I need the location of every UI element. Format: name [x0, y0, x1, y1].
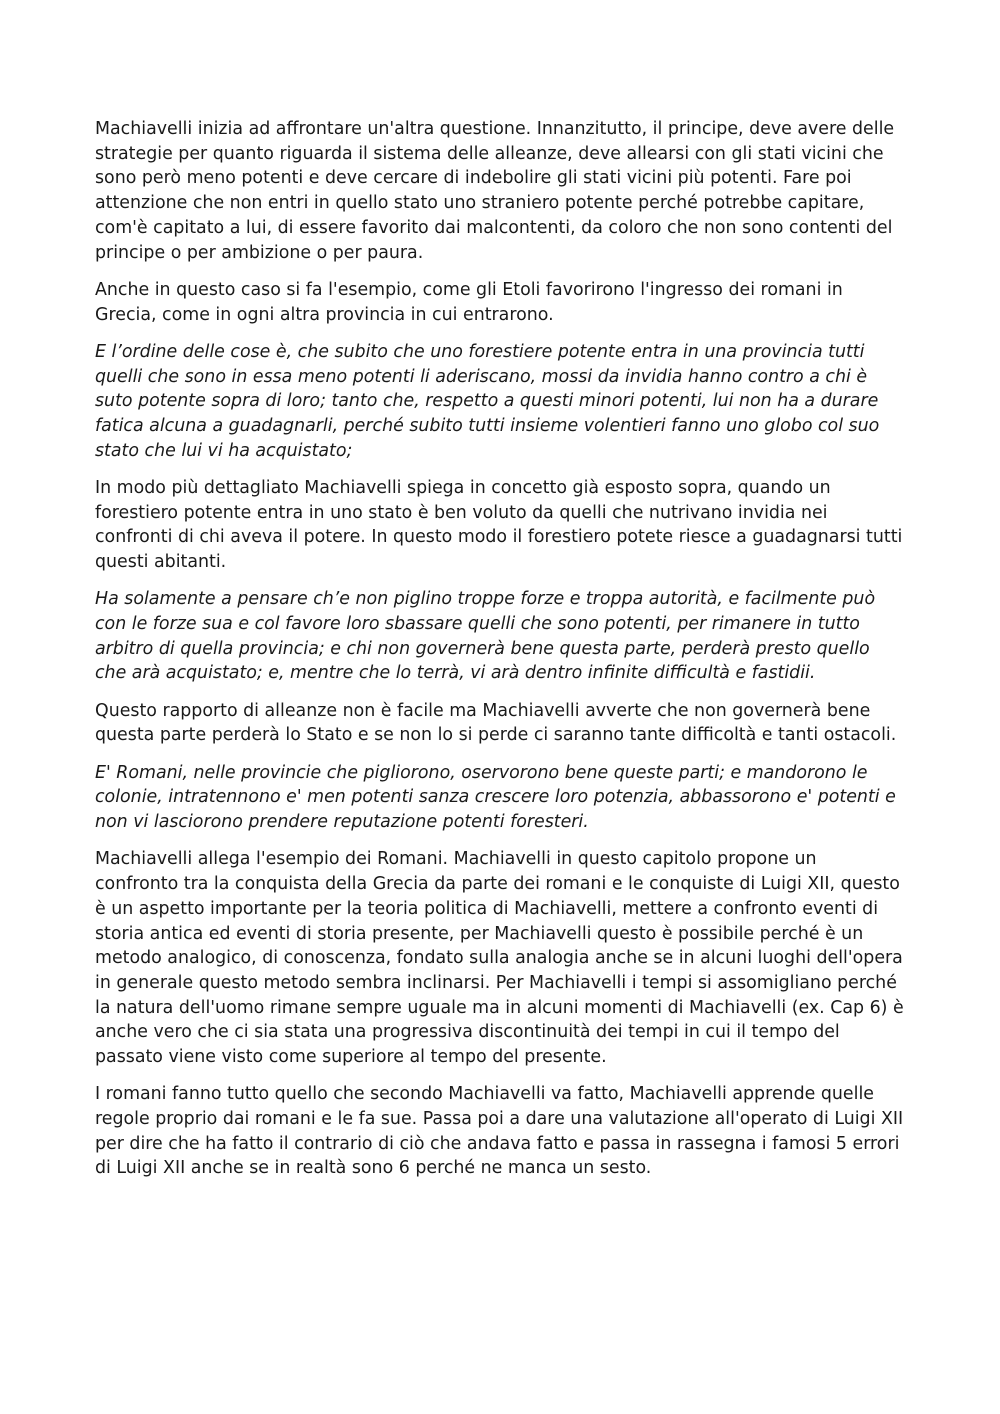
document-page [95, 117, 905, 1194]
paragraph-forestiero-explanation: In modo più dettagliato Machiavelli spiega in concetto già esposto sopra, quando un forestiero potente entra in uno stato è ben voluto da quelli che nutrivano invidia nei confronti di chi aveva il potere. In questo modo il forestiero potete riesce a guadagnarsi tutti questi abitanti. [95, 477, 903, 573]
paragraph-rapporto-alleanze: Questo rapporto di alleanze non è facile ma Machiavelli avverte che non governerà bene questa parte perderà lo Stato e se non lo si perde ci saranno tante difficoltà e tanti ostacoli. [95, 700, 897, 746]
paragraph-etoli-example: Anche in questo caso si fa l'esempio, come gli Etoli favorirono l'ingresso dei romani in Grecia, come in ogni altra provincia in cui entrarono. [95, 279, 843, 325]
paragraph-intro-alliances: Machiavelli inizia ad affrontare un'altra questione. Innanzitutto, il principe, deve avere delle strategie per quanto riguarda il sistema delle alleanze, deve allearsi con gli stati vicini che sono però meno potenti e deve cercare di indebolire gli stati vicini più potenti. Fare poi attenzione che non entri in quello stato uno straniero potente perché potrebbe capitare, com'è capitato a lui, di essere favorito dai malcontenti, da coloro che non sono contenti del principe o per ambizione o per paura. [95, 119, 895, 263]
quote-solamente-a-pensare: Ha solamente a pensare ch’e non piglino troppe forze e troppa autorità, e facilmente può con le forze sua e col favore loro sbassare quelli che sono potenti, per rimanere in tutto arbitro di quella provincia; e chi non governerà bene questa parte, perderà presto quello che arà acquistato; e, mentre che lo terrà, vi arà dentro infinite difficultà e fastidii. [95, 589, 876, 684]
quote-ordine-delle-cose: E l’ordine delle cose è, che subito che uno forestiere potente entra in una provincia tutti quelli che sono in essa meno potenti li aderiscano, mossi da invidia hanno contro a chi è suto potente sopra di loro; tanto che, respetto a questi minori potenti, lui non ha a durare fatica alcuna a guadagnarli, perché subito tutti insieme volentieri fanno uno globo col suo stato che lui vi ha acquistato; [95, 341, 880, 461]
paragraph-errori-luigi-xii: I romani fanno tutto quello che secondo Machiavelli va fatto, Machiavelli apprende quelle regole proprio dai romani e le fa sue. Passa poi a dare una valutazione all'operato di Luigi XII per dire che ha fatto il contrario di ciò che andava fatto e passa in rassegna i famosi 5 errori di Luigi XII anche se in realtà sono 6 perché ne manca un sesto. [95, 1084, 904, 1179]
quote-romani-provincie: E' Romani, nelle provincie che pigliorono, oservorono bene queste parti; e mandorono le colonie, intratennono e' men potenti sanza crescere loro potenzia, abbassorono e' potenti e non vi lasciorono prendere reputazione potenti foresteri. [95, 762, 896, 833]
paragraph-esempio-romani: Machiavelli allega l'esempio dei Romani. Machiavelli in questo capitolo propone un confronto tra la conquista della Grecia da parte dei romani e le conquiste di Luigi XII, questo è un aspetto importante per la teoria politica di Machiavelli, mettere a confronto eventi di storia antica ed eventi di storia presente, per Machiavelli questo è possibile perché è un metodo analogico, di conoscenza, fondato sulla analogia anche se in alcuni luoghi dell'opera in generale questo metodo sembra inclinarsi. Per Machiavelli i tempi si assomigliano perché la natura dell'uomo rimane sempre uguale ma in alcuni momenti di Machiavelli (ex. Cap 6) è anche vero che ci sia stata una progressiva discontinuità dei tempi in cui il tempo del passato viene visto come superiore al tempo del presente. [95, 849, 904, 1068]
